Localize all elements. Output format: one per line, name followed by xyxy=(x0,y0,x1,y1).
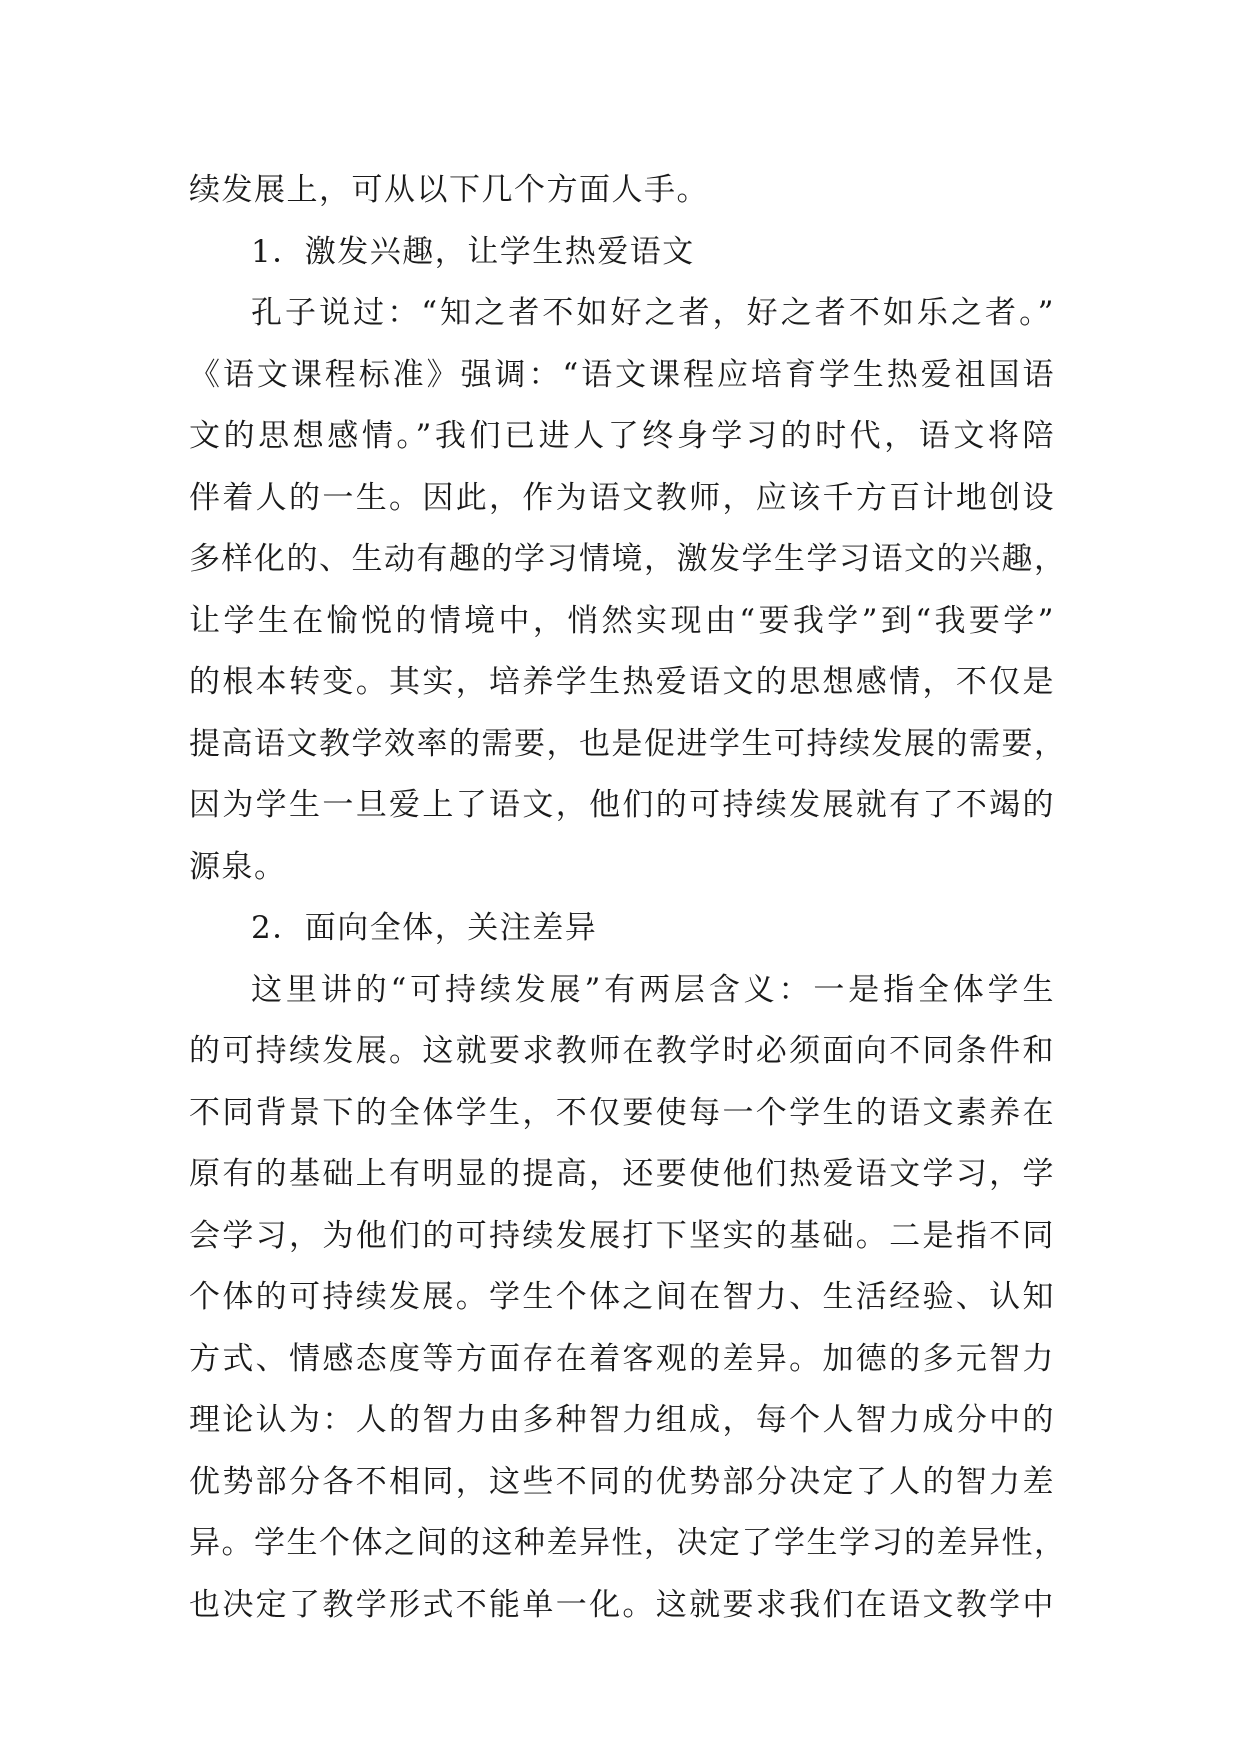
text-line: 的可持续发展。这就要求教师在教学时必须面向不同条件和 xyxy=(189,1033,1055,1069)
text-line: 源泉。 xyxy=(189,848,287,885)
text-line: 多样化的、生动有趣的学习情境，激发学生学习语文的兴趣， xyxy=(189,541,1067,577)
body-text xyxy=(189,160,1067,1636)
text-line: 的根本转变。其实，培养学生热爱语文的思想感情，不仅是 xyxy=(189,664,1055,700)
text-line: 优势部分各不相同，这些不同的优势部分决定了人的智力差 xyxy=(189,1463,1055,1500)
text-line: 提高语文教学效率的需要，也是促进学生可持续发展的需要， xyxy=(189,725,1067,762)
text-line: 会学习，为他们的可持续发展打下坚实的基础。二是指不同 xyxy=(189,1217,1055,1254)
text-line: 2．面向全体，关注差异 xyxy=(251,910,598,946)
text-line: 也决定了教学形式不能单一化。这就要求我们在语文教学中 xyxy=(189,1586,1055,1623)
text-line: 因为学生一旦爱上了语文，他们的可持续发展就有了不竭的 xyxy=(189,787,1055,823)
text-line: 孔子说过：“知之者不如好之者，好之者不如乐之者。” xyxy=(251,295,1055,331)
text-line: 伴着人的一生。因此，作为语文教师，应该千方百计地创设 xyxy=(189,479,1055,516)
text-line: 1．激发兴趣，让学生热爱语文 xyxy=(251,233,695,270)
text-line: 让学生在愉悦的情境中，悄然实现由“要我学”到“我要学” xyxy=(189,602,1055,639)
text-line: 《语文课程标准》强调：“语文课程应培育学生热爱祖国语 xyxy=(189,356,1055,393)
text-line: 续发展上，可从以下几个方面人手。 xyxy=(189,172,709,208)
text-line: 异。学生个体之间的这种差异性，决定了学生学习的差异性， xyxy=(189,1525,1067,1561)
text-line: 方式、情感态度等方面存在着客观的差异。加德的多元智力 xyxy=(189,1340,1055,1377)
text-line: 个体的可持续发展。学生个体之间在智力、生活经验、认知 xyxy=(189,1279,1055,1315)
text-line: 原有的基础上有明显的提高，还要使他们热爱语文学习，学 xyxy=(189,1156,1055,1192)
text-line: 不同背景下的全体学生，不仅要使每一个学生的语文素养在 xyxy=(189,1094,1055,1131)
text-line: 文的思想感情。”我们已进人了终身学习的时代，语文将陪 xyxy=(189,418,1055,454)
text-line: 这里讲的“可持续发展”有两层含义：一是指全体学生 xyxy=(251,971,1055,1008)
text-line: 理论认为：人的智力由多种智力组成，每个人智力成分中的 xyxy=(189,1402,1055,1438)
